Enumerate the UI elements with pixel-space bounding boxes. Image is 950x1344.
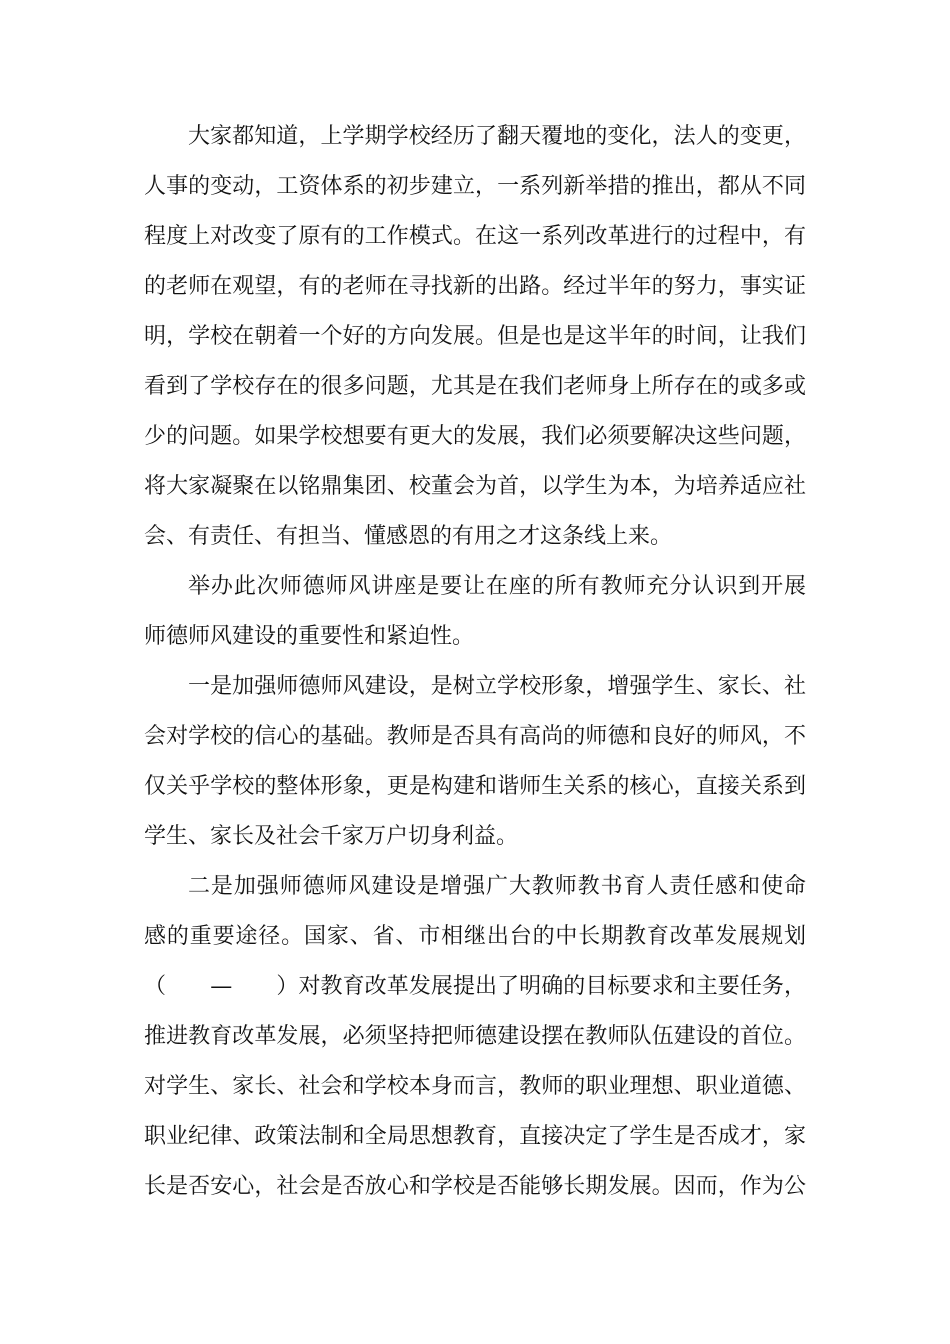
text-line: 会、有责任、有担当、懂感恩的有用之才这条线上来。 <box>144 524 673 549</box>
text-line: 师德师风建设的重要性和紧迫性。 <box>144 624 475 649</box>
text-line: 人事的变动，工资体系的初步建立，一系列新举措的推出，都从不同 <box>144 174 806 199</box>
text-line: 少的问题。如果学校想要有更大的发展，我们必须要解决这些问题， <box>144 424 806 449</box>
text-line: 推进教育改革发展，必须坚持把师德建设摆在教师队伍建设的首位。 <box>144 1024 806 1049</box>
text-line: 仅关乎学校的整体形象，更是构建和谐师生关系的核心，直接关系到 <box>144 774 806 799</box>
text-line: 的老师在观望，有的老师在寻找新的出路。经过半年的努力，事实证 <box>144 274 806 299</box>
text-line: 程度上对改变了原有的工作模式。在这一系列改革进行的过程中，有 <box>144 224 806 249</box>
text-line: 二是加强师德师风建设是增强广大教师教书育人责任感和使命 <box>188 874 806 899</box>
text-line: 职业纪律、政策法制和全局思想教育，直接决定了学生是否成才，家 <box>144 1124 806 1149</box>
text-line: 长是否安心，社会是否放心和学校是否能够长期发展。因而，作为公 <box>144 1174 806 1199</box>
text-line: 对学生、家长、社会和学校本身而言，教师的职业理想、职业道德、 <box>144 1074 806 1099</box>
text-line: 将大家凝聚在以铭鼎集团、校董会为首，以学生为本，为培养适应社 <box>144 474 806 499</box>
text-line: 大家都知道，上学期学校经历了翻天覆地的变化，法人的变更， <box>188 124 806 149</box>
text-line: 举办此次师德师风讲座是要让在座的所有教师充分认识到开展 <box>188 574 806 599</box>
text-line: 学生、家长及社会千家万户切身利益。 <box>144 824 519 849</box>
text-line: 一是加强师德师风建设，是树立学校形象，增强学生、家长、社 <box>188 674 806 699</box>
text-line: 明，学校在朝着一个好的方向发展。但是也是这半年的时间，让我们 <box>144 324 806 349</box>
text-line: 看到了学校存在的很多问题，尤其是在我们老师身上所存在的或多或 <box>144 374 806 399</box>
text-line: （ — ）对教育改革发展提出了明确的目标要求和主要任务， <box>144 974 806 999</box>
text-line: 感的重要途径。国家、省、市相继出台的中长期教育改革发展规划 <box>144 924 806 949</box>
body-text <box>144 112 806 1212</box>
text-line: 会对学校的信心的基础。教师是否具有高尚的师德和良好的师风，不 <box>144 724 806 749</box>
